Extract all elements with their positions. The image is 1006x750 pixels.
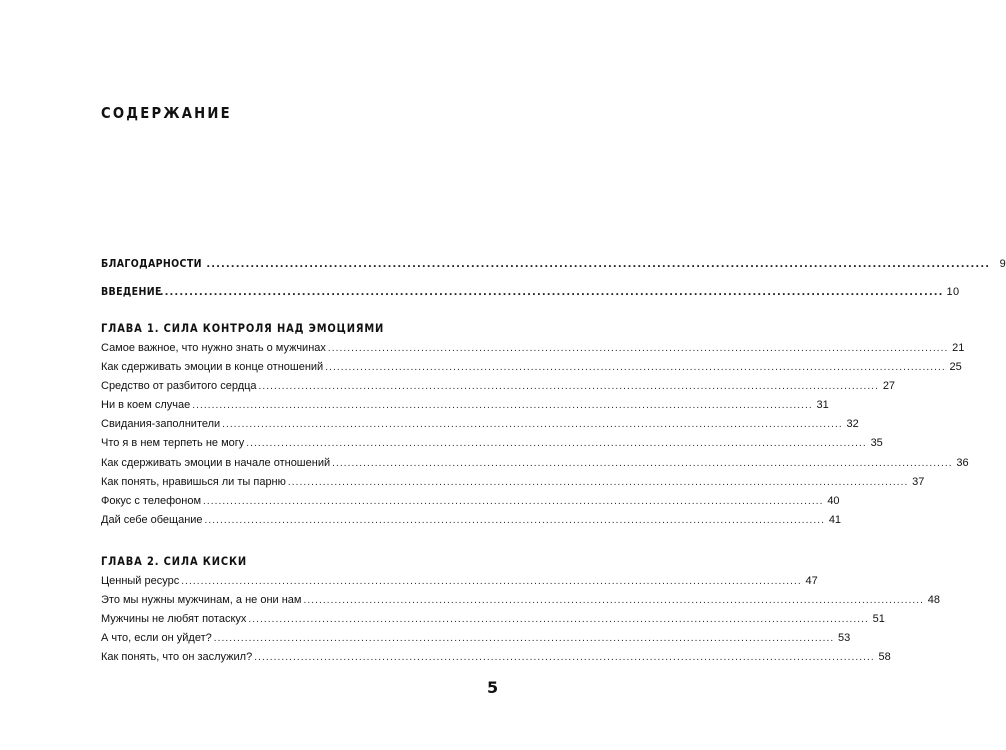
entry-title: Ни в коем случае [101,399,191,412]
entry-page: 10 [946,286,960,298]
toc-entry [101,629,851,648]
dot-leader: ................................................................................................................................................................ [258,381,880,393]
entry-page: 51 [872,613,885,626]
dot-leader: ................................................................................................................................................................ [287,476,909,488]
chapter-1-entries [101,339,969,530]
entry-page: 40 [827,494,840,507]
entry-title: Самое важное, что нужно знать о мужчинах [101,342,326,354]
entry-title: Мужчины не любят потаскух [101,613,247,626]
dot-leader: ................................................................................................................................................................ [246,438,867,450]
entry-title: Дай себе обещание [101,513,203,526]
entry-page: 47 [805,574,818,587]
dot-leader: ................................................................................................................................................................ [192,400,813,412]
dot-leader: ................................................................................................................................................................ [204,514,826,526]
toc-title: СОДЕРЖАНИЕ [101,104,232,122]
dot-leader: ................................................................................................................................................................ [248,614,869,626]
entry-page: 25 [949,361,962,374]
entry-title: Фокус с телефоном [101,494,202,507]
entry-page: 48 [927,594,941,607]
entry-page: 21 [952,342,965,354]
toc-entry [101,473,925,492]
toc-entry [101,492,840,511]
dot-leader: ................................................................................................................................................................ [327,343,949,354]
entry-title: Свидания-заполнители [101,418,221,431]
dot-leader: ................................................................................................................................................................ [206,259,991,270]
toc-entry [101,572,818,591]
toc-entry [101,415,859,434]
entry-title: Средство от разбитого сердца [101,380,257,393]
dot-leader: ................................................................................................................................................................ [213,633,835,645]
table-of-contents [101,250,1006,667]
entry-title: Как понять, нравишься ли ты парню [101,475,286,488]
entry-title: Как понять, что он заслужил? [101,651,253,664]
toc-entry [101,648,891,667]
entry-page: 41 [828,513,842,526]
chapter-2-heading: ГЛАВА 2. СИЛА КИСКИ [101,553,248,568]
toc-entry-acknowledgements [101,250,1006,278]
dot-leader: ................................................................................................................................................................ [325,362,946,374]
toc-entry [101,591,941,610]
dot-leader: ................................................................................................................................................................ [203,495,824,507]
entry-page: 35 [870,437,883,450]
entry-page: 53 [838,632,851,645]
chapter-2-entries [101,572,941,667]
entry-page: 36 [956,456,969,469]
entry-title: А что, если он уйдет? [101,632,212,645]
toc-entry [101,434,883,453]
dot-leader: ................................................................................................................................................................ [254,652,875,664]
dot-leader: ................................................................................................................................................................ [159,287,944,298]
entry-title: Ценный ресурс [101,574,180,587]
entry-page: 31 [816,399,829,412]
dot-leader: ................................................................................................................................................................ [181,575,802,587]
entry-title: Как сдерживать эмоции в конце отношений [101,361,324,374]
dot-leader: ................................................................................................................................................................ [222,419,843,431]
toc-entry [101,377,896,396]
entry-title: Как сдерживать эмоции в начале отношений [101,456,331,469]
entry-title: ВВЕДЕНИЕ [101,285,162,298]
entry-page: 27 [882,380,896,393]
entry-title: Это мы нужны мужчинам, а не они нам [101,594,302,607]
entry-title: Что я в нем терпеть не могу [101,437,245,450]
dot-leader: ................................................................................................................................................................ [303,595,925,607]
toc-entry [101,454,969,473]
toc-entry [101,610,885,629]
entry-page: 58 [878,651,891,664]
toc-entry-introduction [101,278,960,306]
toc-entry [101,396,829,415]
toc-entry [101,358,962,377]
toc-entry [101,511,842,530]
entry-title: БЛАГОДАРНОСТИ [101,257,202,270]
entry-page: 9 [999,258,1006,270]
toc-entry [101,339,965,358]
dot-leader: ................................................................................................................................................................ [332,457,953,469]
page-number: 5 [487,678,499,697]
chapter-1-heading: ГЛАВА 1. СИЛА КОНТРОЛЯ НАД ЭМОЦИЯМИ [101,321,385,335]
entry-page: 37 [912,475,925,488]
entry-page: 32 [846,418,859,431]
